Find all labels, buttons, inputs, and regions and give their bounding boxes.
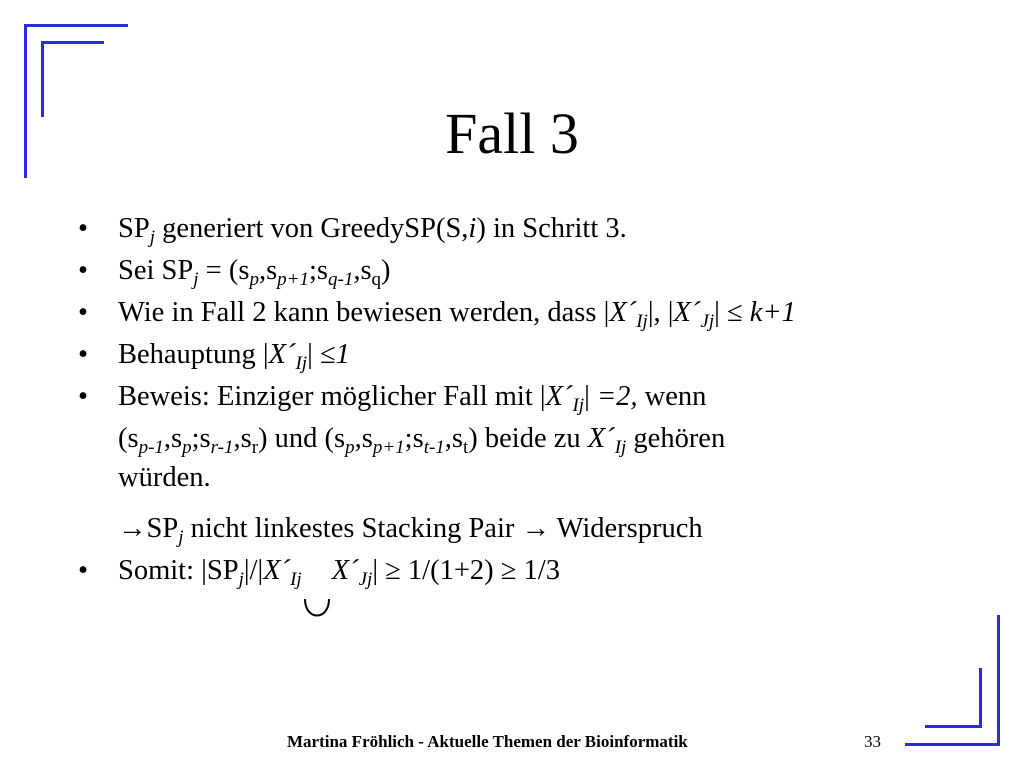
subscript: p+1 xyxy=(277,269,309,291)
subscript: t xyxy=(463,437,469,459)
corner-mark-bottom-right-inner-h xyxy=(925,725,982,728)
text: ,s xyxy=(354,423,373,454)
subscript: j xyxy=(193,269,199,291)
text: SP xyxy=(118,213,150,244)
text: | xyxy=(307,339,320,370)
text: = (s xyxy=(198,255,250,286)
text: nicht linkestes Stacking Pair xyxy=(183,513,522,544)
subscript: q-1 xyxy=(328,269,354,291)
bullet-icon: • xyxy=(78,381,88,412)
text: X´ xyxy=(263,555,291,586)
subscript: p-1 xyxy=(138,437,164,459)
text: Beweis: Einziger möglicher Fall mit | xyxy=(118,381,546,412)
subscript: j xyxy=(238,569,244,591)
right-arrow-icon: → xyxy=(521,513,550,544)
text: Somit: |SP xyxy=(118,555,239,586)
text: ) und (s xyxy=(258,423,346,454)
text: würden. xyxy=(118,462,211,493)
bullet-item-1 xyxy=(78,208,978,250)
corner-mark-top-left-inner-h xyxy=(41,41,104,44)
text: | xyxy=(584,381,597,412)
bullet-item-4 xyxy=(78,334,978,376)
text: ;s xyxy=(404,423,424,454)
text: wenn xyxy=(637,381,707,412)
text: gehören xyxy=(626,423,726,454)
subscript: Ij xyxy=(614,437,627,459)
bullet-icon: • xyxy=(78,297,88,328)
corner-mark-top-left-outer-h xyxy=(24,24,128,27)
text: Widerspruch xyxy=(549,513,703,544)
text: i xyxy=(468,213,477,244)
text: X´ xyxy=(268,339,296,370)
text: (s xyxy=(118,423,139,454)
subscript: j xyxy=(178,527,184,549)
text: ,s xyxy=(233,423,252,454)
text: ) in Schritt 3. xyxy=(476,213,627,244)
text: Sei SP xyxy=(118,255,194,286)
text: X´ xyxy=(673,297,701,328)
text: ;s xyxy=(191,423,211,454)
subscript: Ij xyxy=(295,353,308,375)
conclusion-line xyxy=(78,508,978,550)
page-number: 33 xyxy=(864,732,881,751)
bullet-item-3 xyxy=(78,292,978,334)
text: X´ xyxy=(609,297,637,328)
subscript: t-1 xyxy=(423,437,445,459)
text: SP xyxy=(146,513,179,544)
subscript: r-1 xyxy=(210,437,234,459)
text: |/| xyxy=(243,555,264,586)
subscript: p xyxy=(249,269,259,291)
text: |, | xyxy=(647,297,674,328)
text: k+1 xyxy=(749,297,796,328)
subscript: r xyxy=(251,437,259,459)
bullet-item-5 xyxy=(78,376,978,418)
subscript: j xyxy=(149,227,155,249)
bullet-icon: • xyxy=(78,255,88,286)
text: =2, xyxy=(596,381,638,412)
text: ,s xyxy=(353,255,372,286)
bullet-item-5-continuation xyxy=(78,418,978,460)
bullet-icon: • xyxy=(78,339,88,370)
text: | ≥ 1/(1+2) ≥ 1/3 xyxy=(372,555,560,586)
text: X´ xyxy=(587,423,615,454)
text: X´ xyxy=(331,555,359,586)
slide-title: Fall 3 xyxy=(445,101,579,166)
corner-mark-bottom-right-outer-h xyxy=(905,743,1000,746)
subscript: Ij xyxy=(636,311,648,333)
text: generiert von GreedySP(S, xyxy=(154,213,469,244)
bullet-icon: • xyxy=(78,555,88,586)
bullet-item-2 xyxy=(78,250,978,292)
bullet-item-5-continuation-2 xyxy=(78,460,978,496)
text: Wie in Fall 2 kann bewiesen werden, dass | xyxy=(118,297,610,328)
text: X´ xyxy=(545,381,573,412)
subscript: q xyxy=(371,269,382,291)
right-arrow-icon: → xyxy=(118,513,147,544)
text: ) beide zu xyxy=(468,423,588,454)
bullet-icon: • xyxy=(78,213,88,244)
corner-mark-bottom-right-inner-v xyxy=(979,668,982,727)
bullet-item-6 xyxy=(78,550,978,592)
subscript: Jj xyxy=(700,311,715,333)
bullet-list xyxy=(78,208,978,592)
subscript: p xyxy=(182,437,192,459)
text: ) xyxy=(381,255,391,286)
text: ≤1 xyxy=(319,339,350,370)
subscript: Ij xyxy=(572,395,585,417)
footer-author: Martina Fröhlich - Aktuelle Themen der Bioinformatik xyxy=(287,732,688,751)
subscript: p+1 xyxy=(372,437,405,459)
subscript: Ij xyxy=(290,569,302,591)
subscript: p xyxy=(345,437,355,459)
text: ,s xyxy=(444,423,464,454)
text: ,s xyxy=(258,255,278,286)
text: Behauptung | xyxy=(118,339,269,370)
subscript: Jj xyxy=(358,569,373,591)
text: | ≤ xyxy=(714,297,750,328)
text: ,s xyxy=(163,423,183,454)
text: ;s xyxy=(308,255,328,286)
corner-mark-bottom-right-outer-v xyxy=(997,615,1000,745)
